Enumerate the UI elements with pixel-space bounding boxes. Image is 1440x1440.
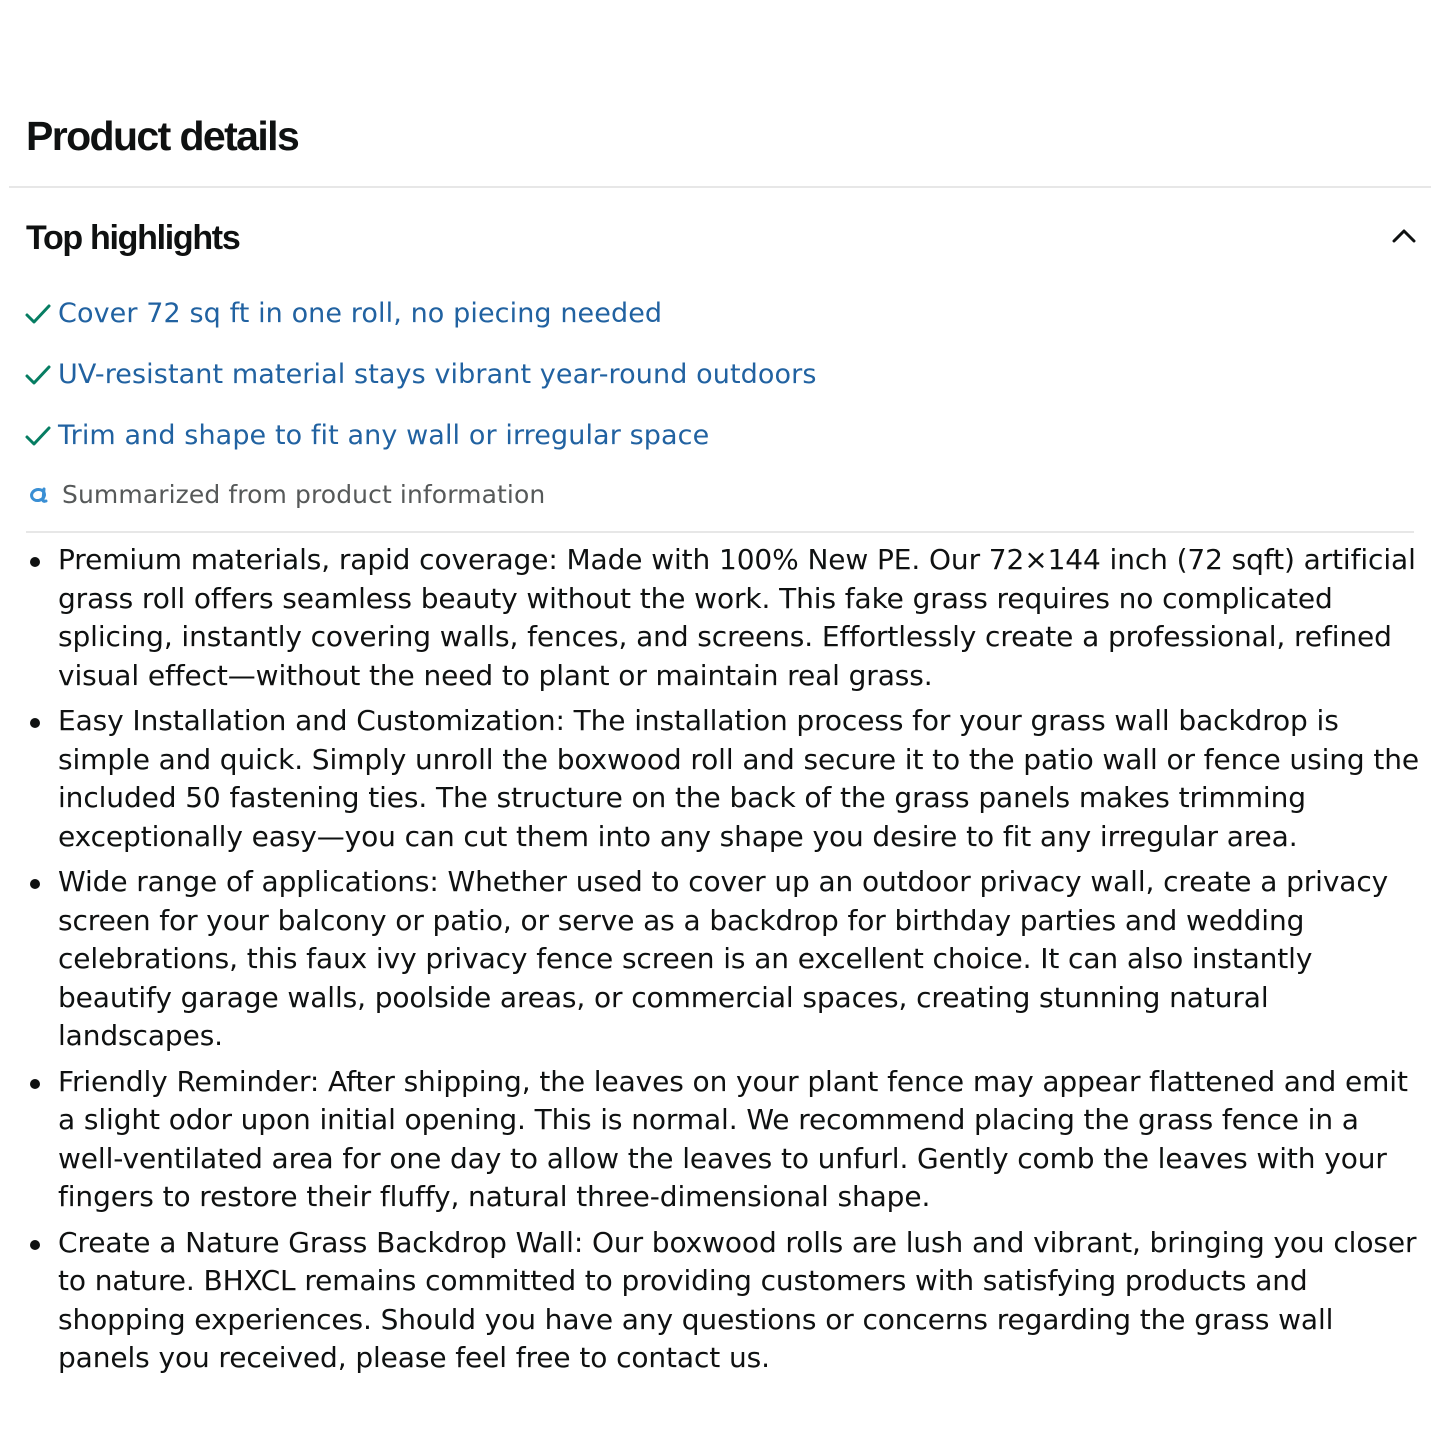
chevron-up-icon[interactable] [1388,220,1420,252]
bullet-text: Friendly Reminder: After shipping, the leaves on your plant fence may appear flattened and emit a slight odor upon initial opening. This is normal. We recommend placing the grass fence in a well-ventilated area for one day to allow the leaves to unfurl. Gently comb the leaves with your fingers to restore their fluffy, natural three-dimensional shape. [58,1064,1408,1213]
summary-text: Summarized from product information [62,479,546,509]
list-item [58,1063,1428,1217]
bullet-icon [30,879,40,889]
list-item [58,1224,1428,1378]
feature-bullets [58,541,1428,1385]
check-icon [24,292,52,336]
list-item [58,863,1428,1056]
highlight-link[interactable]: Trim and shape to fit any wall or irregular space [58,420,710,451]
highlight-link[interactable]: Cover 72 sq ft in one roll, no piecing needed [58,298,663,329]
page-title: Product details [26,113,299,159]
check-icon [24,353,52,397]
divider [9,186,1431,188]
divider [26,531,1414,533]
check-icon [24,414,52,458]
bullet-icon [30,718,40,728]
highlight-item [24,353,1404,414]
highlight-link[interactable]: UV-resistant material stays vibrant year-round outdoors [58,359,817,390]
ai-icon [26,481,52,507]
bullet-icon [30,1079,40,1089]
bullet-text: Create a Nature Grass Backdrop Wall: Our boxwood rolls are lush and vibrant, bringing you closer to nature. BHXCL remains committed to providing customers with satisfying products and shopping experiences. Should you have any questions or concerns regarding the grass wall panels you received, please feel free to contact us. [58,1225,1417,1374]
bullet-text: Easy Installation and Customization: The installation process for your grass wall backdrop is simple and quick. Simply unroll the boxwood roll and secure it to the patio wall or fence using the included 50 fastening ties. The structure on the back of the grass panels makes trimming exceptionally easy—you can cut them into any shape you desire to fit any irregular area. [58,704,1420,853]
ai-summary-note [26,474,545,514]
bullet-text: Premium materials, rapid coverage: Made with 100% New PE. Our 72×144 inch (72 sqft) artificial grass roll offers seamless beauty without the work. This fake grass requires no complicated splicing, instantly covering walls, fences, and screens. Effortlessly create a professional, refined visual effect—without the need to plant or maintain real grass. [58,543,1416,692]
section-title: Top highlights [26,219,240,257]
highlight-item [24,414,1404,475]
highlights-list [24,292,1404,475]
list-item [58,702,1428,856]
bullet-icon [30,1240,40,1250]
bullet-text: Wide range of applications: Whether used to cover up an outdoor privacy wall, create a privacy screen for your balcony or patio, or serve as a backdrop for birthday parties and wedding celebrations, this faux ivy privacy fence screen is an excellent choice. It can also instantly beautify garage walls, poolside areas, or commercial spaces, creating stunning natural landscapes. [58,865,1389,1052]
bullet-icon [30,557,40,567]
list-item [58,541,1428,695]
highlight-item [24,292,1404,353]
top-highlights-header[interactable] [26,212,1420,264]
